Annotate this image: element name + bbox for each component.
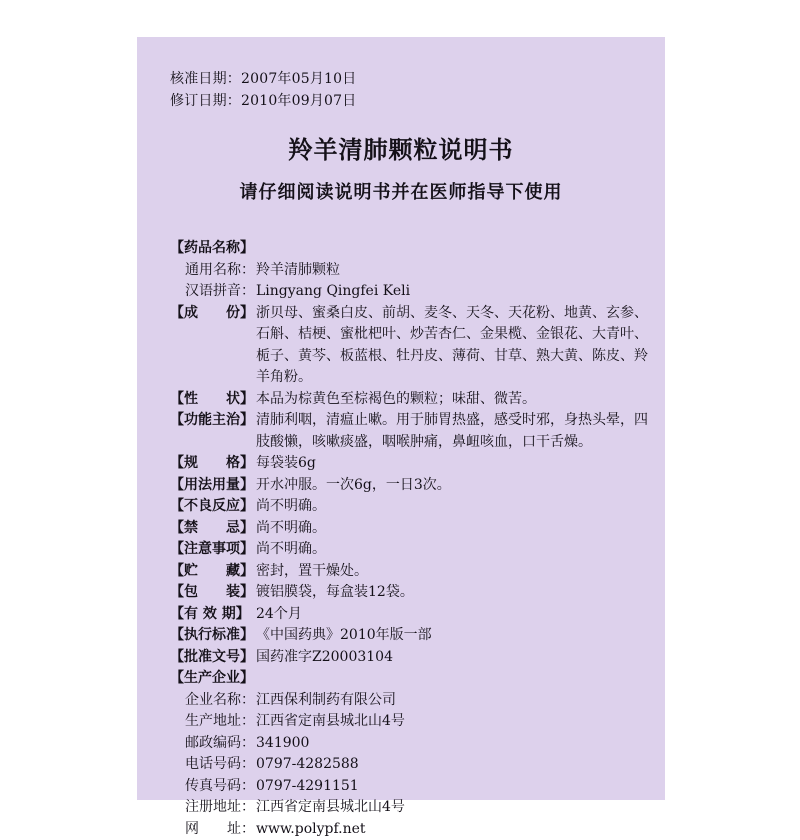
company-name-row [170, 690, 657, 712]
registered-address-value: 江西省定南县城北山4号 [256, 799, 405, 815]
drug-name-label: 【药品名称】 [170, 238, 256, 260]
drug-name-section [170, 238, 657, 260]
approval-number-row [170, 647, 657, 669]
instruction-leaflet [137, 37, 665, 800]
phone-value: 0797-4282588 [256, 756, 359, 772]
storage-value: 密封，置干燥处。 [256, 563, 368, 579]
approval-date: 核准日期：2007年05月10日 [170, 68, 356, 90]
document-title: 羚羊清肺颗粒说明书 [137, 130, 665, 165]
standard-value: 《中国药典》2010年版一部 [256, 627, 432, 643]
revision-date: 修订日期：2010年09月07日 [170, 90, 356, 112]
ingredients-value: 浙贝母、蜜桑白皮、前胡、麦冬、天冬、天花粉、地黄、玄参、石斛、桔梗、蜜枇杷叶、炒苦杏仁、金果榄、金银花、大青叶、栀子、黄芩、板蓝根、牡丹皮、薄荷、甘草、熟大黄、陈皮、羚羊角粉。 [256, 303, 657, 389]
postcode-label: 邮政编码： [185, 733, 256, 755]
registered-address-row [170, 797, 657, 819]
contraindications-value: 尚不明确。 [256, 520, 326, 536]
validity-label: 【有 效 期】 [170, 604, 256, 626]
company-name-label: 企业名称： [185, 690, 256, 712]
postcode-value: 341900 [256, 735, 309, 751]
pinyin-label: 汉语拼音： [185, 281, 256, 303]
precautions-row [170, 539, 657, 561]
adverse-reactions-value: 尚不明确。 [256, 498, 326, 514]
approval-number-label: 【批准文号】 [170, 647, 256, 669]
manufacturer-label: 【生产企业】 [170, 668, 256, 690]
production-address-row [170, 711, 657, 733]
dosage-row [170, 475, 657, 497]
leaflet-body [170, 238, 657, 840]
ingredients-label: 【成 份】 [170, 303, 256, 389]
production-address-label: 生产地址： [185, 711, 256, 733]
contraindications-label: 【禁 忌】 [170, 518, 256, 540]
ingredients-row [170, 303, 657, 389]
phone-label: 电话号码： [185, 754, 256, 776]
indications-label: 【功能主治】 [170, 410, 256, 453]
date-block [170, 68, 356, 112]
standard-label: 【执行标准】 [170, 625, 256, 647]
pinyin-row [170, 281, 657, 303]
fax-value: 0797-4291151 [256, 778, 359, 794]
contraindications-row [170, 518, 657, 540]
storage-label: 【贮 藏】 [170, 561, 256, 583]
precautions-value: 尚不明确。 [256, 541, 326, 557]
package-value: 镀铝膜袋，每盒装12袋。 [256, 584, 414, 600]
website-label: 网 址： [185, 819, 256, 840]
postcode-row [170, 733, 657, 755]
precautions-label: 【注意事项】 [170, 539, 256, 561]
dosage-value: 开水冲服。一次6g，一日3次。 [256, 477, 451, 493]
spec-row [170, 453, 657, 475]
phone-row [170, 754, 657, 776]
production-address-value: 江西省定南县城北山4号 [256, 713, 405, 729]
package-label: 【包 装】 [170, 582, 256, 604]
generic-name-value: 羚羊清肺颗粒 [256, 262, 340, 278]
manufacturer-section [170, 668, 657, 690]
fax-label: 传真号码： [185, 776, 256, 798]
dosage-label: 【用法用量】 [170, 475, 256, 497]
generic-name-label: 通用名称： [185, 260, 256, 282]
validity-row [170, 604, 657, 626]
fax-row [170, 776, 657, 798]
package-row [170, 582, 657, 604]
approval-number-value: 国药准字Z20003104 [256, 649, 393, 665]
pinyin-value: Lingyang Qingfei Keli [256, 283, 410, 299]
spec-label: 【规 格】 [170, 453, 256, 475]
adverse-reactions-label: 【不良反应】 [170, 496, 256, 518]
adverse-reactions-row [170, 496, 657, 518]
properties-value: 本品为棕黄色至棕褐色的颗粒；味甜、微苦。 [256, 391, 536, 407]
generic-name-row [170, 260, 657, 282]
indications-row [170, 410, 657, 453]
registered-address-label: 注册地址： [185, 797, 256, 819]
spec-value: 每袋装6g [256, 455, 316, 471]
document-subtitle: 请仔细阅读说明书并在医师指导下使用 [137, 178, 665, 204]
website-value: www.polypf.net [256, 821, 366, 837]
properties-row [170, 389, 657, 411]
standard-row [170, 625, 657, 647]
validity-value: 24个月 [256, 606, 302, 622]
website-row [170, 819, 657, 840]
storage-row [170, 561, 657, 583]
properties-label: 【性 状】 [170, 389, 256, 411]
company-name-value: 江西保利制药有限公司 [256, 692, 396, 708]
indications-value: 清肺利咽，清瘟止嗽。用于肺胃热盛，感受时邪，身热头晕，四肢酸懒，咳嗽痰盛，咽喉肿痛，鼻衄咳血，口干舌燥。 [256, 410, 657, 453]
